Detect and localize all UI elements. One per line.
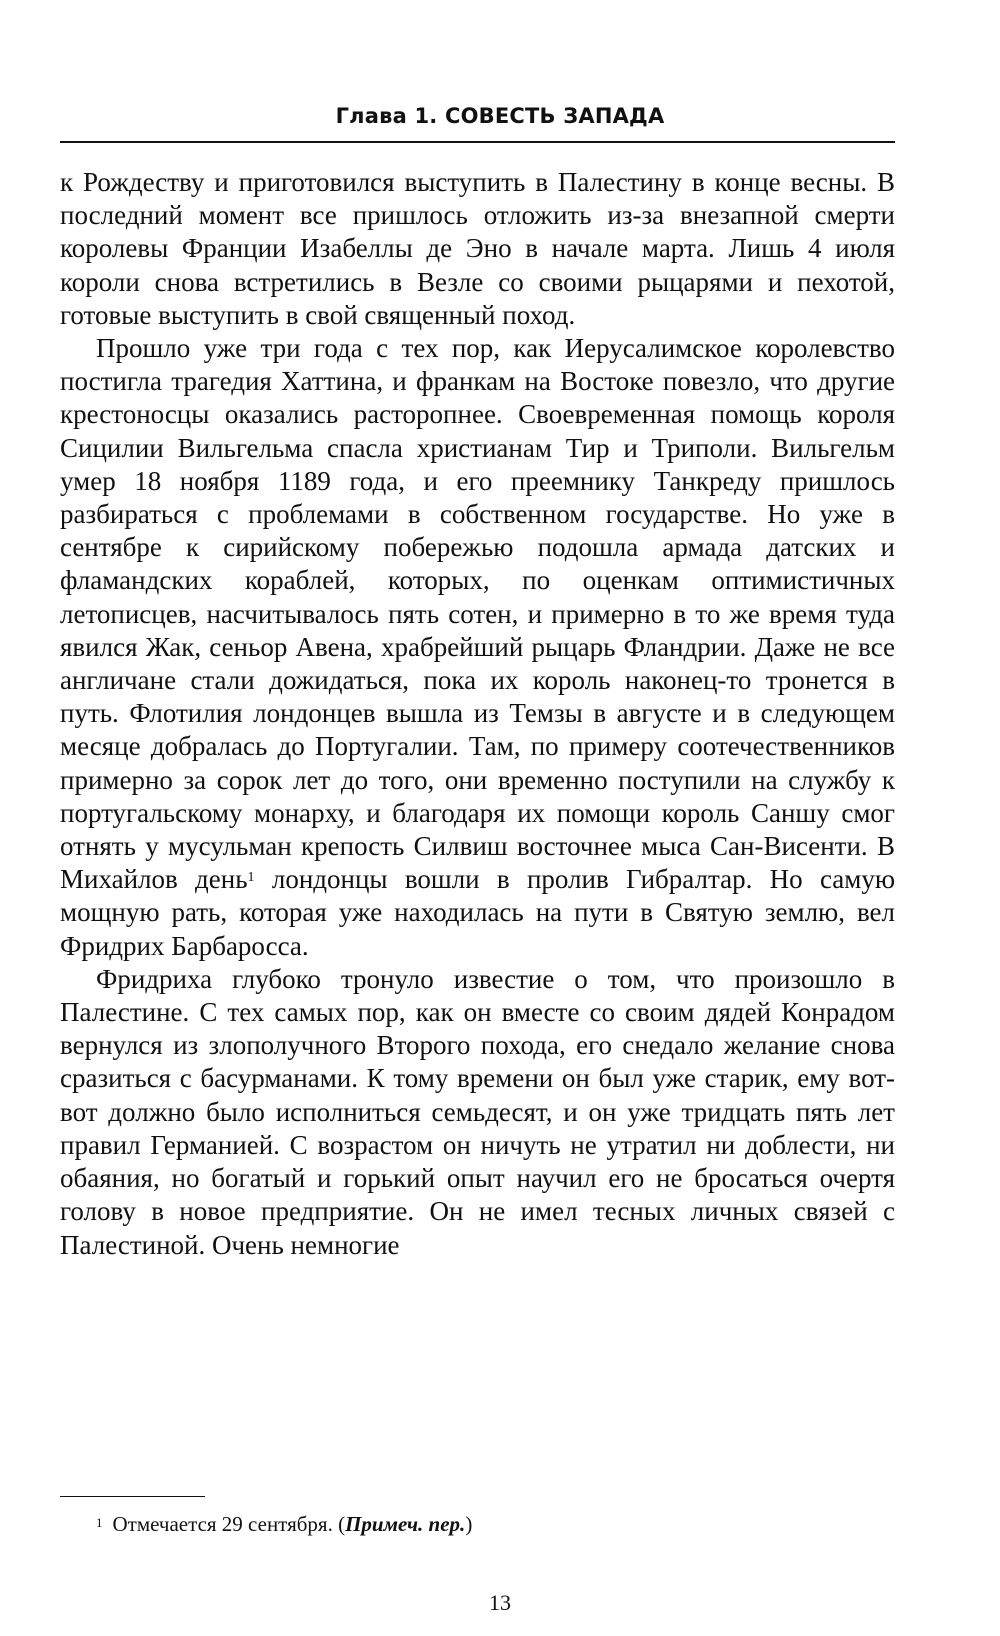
footnote-reference: 1 (247, 870, 255, 886)
paragraph-3: Фридриха глубоко тронуло известие о том, что произошло в Палестине. С тех самых пор, как он вместе со своим дядей Конрадом вернулся из злополучного Второго похода, его снедало желание снова сразиться с басурманами. К тому времени он был уже старик, ему вот-вот должно было исполниться семьдесят, и он уже тридцать пять лет правил Германией. С возрастом он ничуть не утратил ни доблести, ни обаяния, но богатый и горький опыт научил его не бросаться очертя голову в новое предприятие. Он не имел тесных личных связей с Палестиной. Очень немногие (60, 963, 895, 1260)
running-head: Глава 1. СОВЕСТЬ ЗАПАДА (335, 104, 665, 128)
footnote (96, 1511, 886, 1537)
paragraph-2-text-b: лондонцы вошли в пролив Гибралтар. Но самую мощную рать, которая уже находилась на пути в Святую землю, вел Фридрих Барбаросса. (60, 864, 895, 961)
footnote-marker: 1 (96, 1515, 103, 1530)
footnote-rule (60, 1496, 205, 1497)
page-number: 13 (489, 1590, 511, 1615)
header-rule (60, 141, 895, 143)
footnote-text: Отмечается 29 сентября. ( (112, 1512, 346, 1536)
footnote-close: ) (465, 1512, 473, 1536)
body-text (60, 166, 895, 1262)
footnote-note: Примеч. пер. (345, 1512, 466, 1536)
paragraph-2-text-a: Прошло уже три года с тех пор, как Иерусалимское королевство постигла трагедия Хаттина, и франкам на Востоке повезло, что другие крестоносцы оказались расторопнее. Своевременная помощь короля Сицилии Вильгельма спасла христианам Тир и Триполи. Вильгельм умер 18 ноября 1189 года, и его преемнику Танкреду пришлось разбираться с проблемами в собственном государстве. Но уже в сентябре к сирийскому побережью подошла армада датских и фламандских кораблей, которых, по оценкам оптимистичных летописцев, насчитывалось пять сотен, и примерно в то же время туда явился Жак, сеньор Авена, храбрейший рыцарь Фландрии. Даже не все англичане стали дожидаться, пока их король наконец-то тронется в путь. Флотилия лондонцев вышла из Темзы в августе и в следующем месяце добралась до Португалии. Там, по примеру соотечественников примерно за сорок лет до того, они временно поступили на службу к португальскому монарху, и благодаря их помощи король Саншу смог отнять у мусульман крепость Силвиш восточнее мыса Сан-Висенти. В Михайлов день (60, 333, 895, 895)
paragraph-2 (60, 332, 895, 963)
paragraph-1: к Рождеству и приготовился выступить в Палестину в конце весны. В последний момент все пришлось отложить из-за внезапной смерти королевы Франции Изабеллы де Эно в начале марта. Лишь 4 июля короли снова встретились в Везле со своими рыцарями и пехотой, готовые выступить в свой священный поход. (60, 167, 895, 330)
